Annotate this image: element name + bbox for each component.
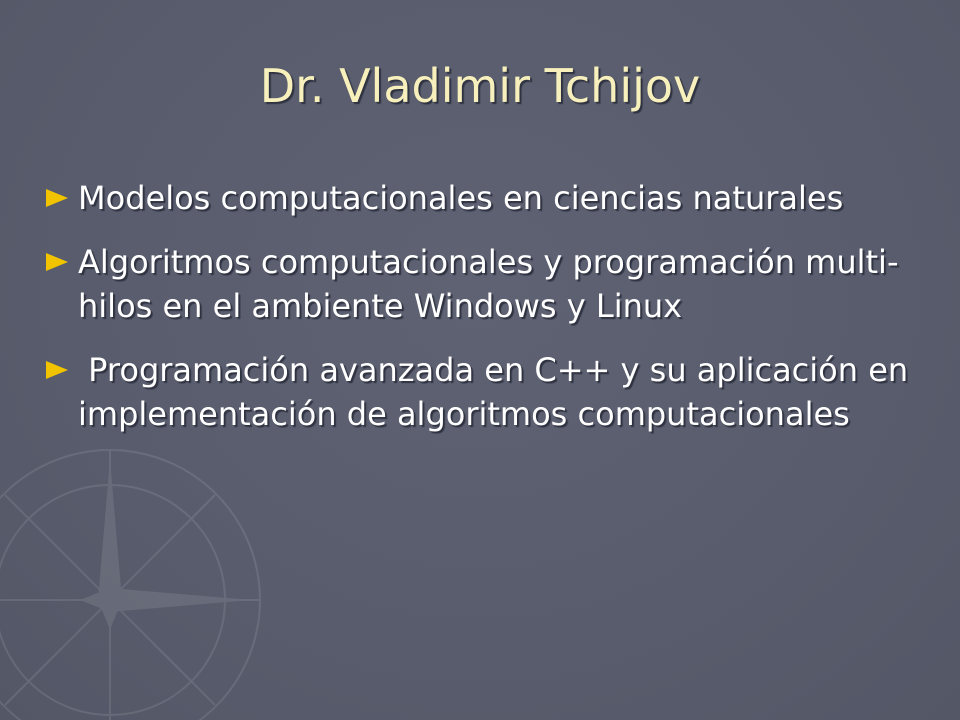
slide-title: Dr. Vladimir Tchijov <box>259 59 701 113</box>
bullet-text-3: Programación avanzada en C++ y su aplicación en implementación de algoritmos computacionales <box>78 351 919 433</box>
bullet-text-2: Algoritmos computacionales y programación multi-hilos en el ambiente Windows y Linux <box>78 243 899 325</box>
bullet-list <box>46 176 936 456</box>
triangle-right-icon <box>46 240 74 284</box>
bullet-text-1: Modelos computacionales en ciencias naturales <box>78 179 844 217</box>
bullet-item-3 <box>46 348 936 436</box>
bullet-item-2 <box>46 240 936 328</box>
bullet-item-1 <box>46 176 936 220</box>
triangle-right-icon <box>46 348 74 392</box>
triangle-right-icon <box>46 176 74 220</box>
